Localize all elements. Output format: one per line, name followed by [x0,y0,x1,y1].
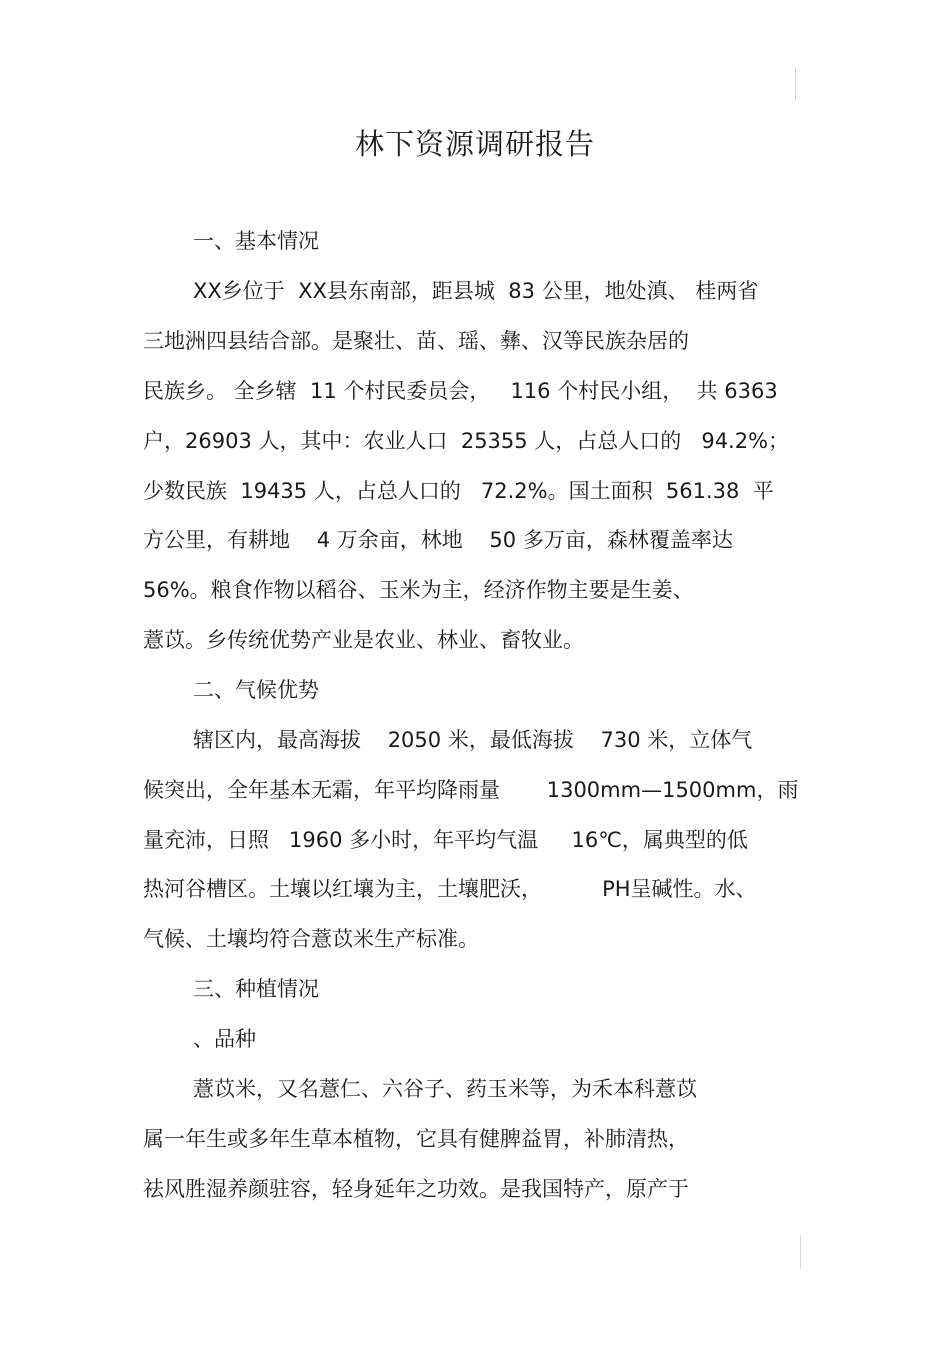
paragraph-line: 户，26903 人，其中：农业人口 25355 人，占总人口的 94.2%； [143,429,790,453]
paragraph-line: 薏苡。乡传统优势产业是农业、林业、畜牧业。 [143,628,584,652]
paragraph-line: 辖区内，最高海拔 2050 米，最低海拔 730 米，立体气 [193,728,753,752]
paragraph-line: 祛风胜湿养颜驻容，轻身延年之功效。是我国特产，原产于 [143,1177,689,1201]
section-heading-climate: 二、气候优势 [193,678,319,702]
paragraph-line: XX乡位于 XX县东南部，距县城 83 公里，地处滇、 桂两省 [193,279,759,303]
paragraph-line: 薏苡米，又名薏仁、六谷子、药玉米等，为禾本科薏苡 [193,1077,697,1101]
paragraph-line: 民族乡。 全乡辖 11 个村民委员会， 116 个村民小组， 共 6363 [143,379,778,403]
paragraph-line: 热河谷槽区。土壤以红壤为主，土壤肥沃， PH呈碱性。水、 [143,877,757,901]
paragraph-line: 气候、土壤均符合薏苡米生产标准。 [143,927,479,951]
page-edge-mark-top [795,68,796,100]
subsection-heading-variety: 、品种 [193,1027,256,1051]
document-title: 林下资源调研报告 [354,127,595,161]
paragraph-line: 56%。粮食作物以稻谷、玉米为主，经济作物主要是生姜、 [143,578,694,602]
paragraph-line: 方公里，有耕地 4 万余亩，林地 50 多万亩，森林覆盖率达 [143,528,733,552]
paragraph-line: 三地洲四县结合部。是聚壮、苗、瑶、彝、汉等民族杂居的 [143,329,689,353]
section-heading-planting: 三、种植情况 [193,977,319,1001]
section-heading-basic: 一、基本情况 [193,229,319,253]
paragraph-line: 少数民族 19435 人，占总人口的 72.2%。国土面积 561.38 平 [143,479,774,503]
page-edge-mark-bottom [800,1235,801,1269]
paragraph-line: 候突出，全年基本无霜，年平均降雨量 1300mm—1500mm，雨 [143,778,799,802]
paragraph-line: 量充沛，日照 1960 多小时，年平均气温 16℃，属典型的低 [143,828,748,852]
paragraph-line: 属一年生或多年生草本植物，它具有健脾益胃，补肺清热， [143,1127,689,1151]
